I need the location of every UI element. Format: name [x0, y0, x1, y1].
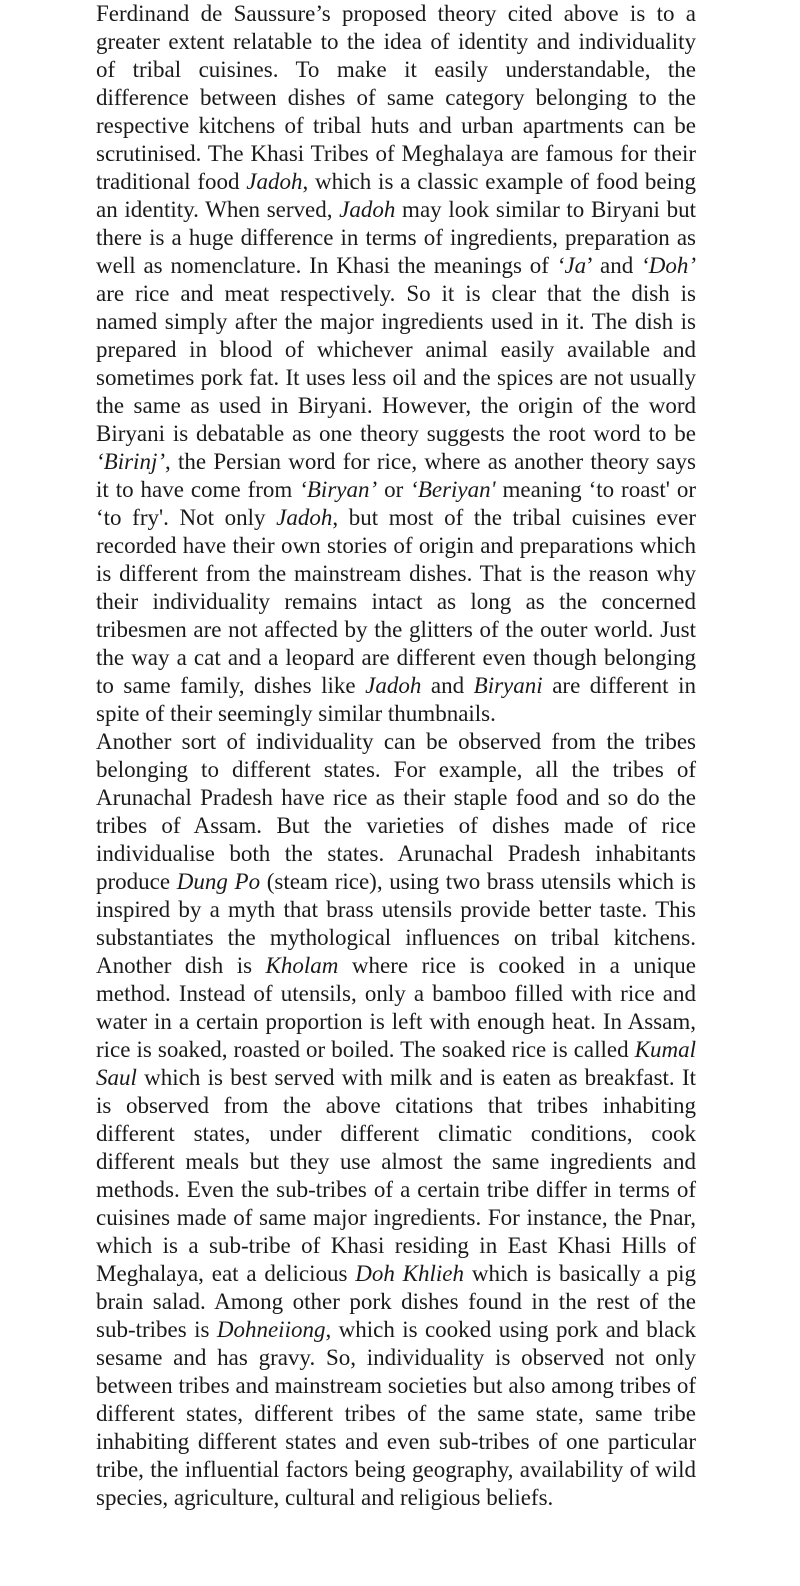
italic-term: ‘Ja	[556, 253, 587, 278]
italic-term: ‘Birinj’	[96, 449, 165, 474]
text-run: , the Persian word for rice, where as another theory says it to have come from	[96, 449, 696, 502]
text-run: ’ and	[586, 253, 642, 278]
text-run: may look similar to Biryani but there is a huge difference in terms of ingredients, preparation as well as nomenclature. In Khasi the meanings of	[96, 197, 697, 278]
text-run: Another sort of individuality can be observed from the tribes belonging to different states. For example, all the tribes of Arunachal Pradesh have rice as their staple food and so do the tribes of Assam. But the varieties of dishes made of rice individualise both the states. Arunachal Pradesh inhabitants produce	[96, 729, 696, 894]
paragraph-identity-individuality	[96, 0, 696, 728]
document-body	[96, 0, 696, 1512]
text-run: where rice is cooked in a unique method. Instead of utensils, only a bamboo filled with rice and water in a certain proportion is left with enough heat. In Assam, rice is soaked, roasted or boiled. The soaked rice is called	[96, 953, 696, 1062]
paragraph-state-individuality	[96, 728, 696, 1512]
text-run: , which is a classic example of food being an identity. When served,	[96, 169, 697, 222]
italic-term: Dung Po	[176, 869, 261, 894]
italic-term: ‘Beriyan'	[410, 477, 496, 502]
text-run: and	[421, 673, 474, 698]
italic-term: ‘Biryan’	[299, 477, 378, 502]
italic-term: ‘Doh’	[641, 253, 696, 278]
text-run: are different in spite of their seemingly similar thumbnails.	[96, 673, 696, 726]
italic-term: Biryani	[473, 673, 543, 698]
italic-term: Kumal Saul	[96, 1037, 696, 1090]
text-run: , but most of the tribal cuisines ever recorded have their own stories of origin and preparations which is different from the mainstream dishes. That is the reason why their individuality remains intact as long as the concerned tribesmen are not affected by the glitters of the outer world. Just the way a cat and a leopard are different even though belonging to same family, dishes like	[96, 505, 697, 698]
text-run: are rice and meat respectively. So it is clear that the dish is named simply after the major ingredients used in it. The dish is prepared in blood of whichever animal easily available and sometimes pork fat. It uses less oil and the spices are not usually the same as used in Biryani. However, the origin of the word Biryani is debatable as one theory suggests the root word to be	[96, 281, 696, 446]
italic-term: Jadoh	[339, 197, 396, 222]
italic-term: Kholam	[265, 953, 339, 978]
italic-term: Doh Khlieh	[355, 1261, 465, 1286]
italic-term: Jadoh	[365, 673, 422, 698]
text-run: or	[377, 477, 411, 502]
text-run: , which is cooked using pork and black sesame and has gravy. So, individuality is observed not only between tribes and mainstream societies but also among tribes of different states, different tribes of the same state, same tribe inhabiting different states and even sub-tribes of one particular tribe, the influential factors being geography, availability of wild species, agriculture, cultural and religious beliefs.	[96, 1317, 696, 1510]
italic-term: Jadoh	[276, 505, 333, 530]
italic-term: Jadoh	[246, 169, 303, 194]
text-run: which is basically a pig brain salad. Among other pork dishes found in the rest of the sub-tribes is	[96, 1261, 696, 1342]
text-run: which is best served with milk and is eaten as breakfast. It is observed from the above citations that tribes inhabiting different states, under different climatic conditions, cook different meals but they use almost the same ingredients and methods. Even the sub-tribes of a certain tribe differ in terms of cuisines made of same major ingredients. For instance, the Pnar, which is a sub-tribe of Khasi residing in East Khasi Hills of Meghalaya, eat a delicious	[96, 1065, 696, 1286]
text-run: meaning ‘to roast' or ‘to fry'. Not only	[96, 477, 696, 530]
text-run: Ferdinand de Saussure’s proposed theory cited above is to a greater extent relatable to the idea of identity and individuality of tribal cuisines. To make it easily understandable, the difference between dishes of same category belonging to the respective kitchens of tribal huts and urban apartments can be scrutinised. The Khasi Tribes of Meghalaya are famous for their traditional food	[96, 1, 696, 194]
italic-term: Dohneiiong	[216, 1317, 326, 1342]
text-run: (steam rice), using two brass utensils which is inspired by a myth that brass utensils provide better taste. This substantiates the mythological influences on tribal kitchens. Another dish is	[96, 869, 697, 978]
